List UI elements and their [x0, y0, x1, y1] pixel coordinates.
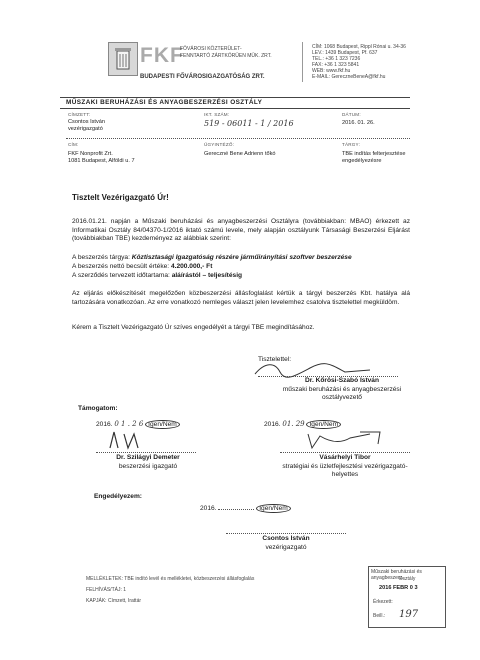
- salutation: Tisztelt Vezérigazgató Úr!: [72, 193, 169, 202]
- subject-value: Köztisztasági Igazgatóság részére járműirányítási szoftver beszerzése: [131, 254, 352, 261]
- trash-bin-icon: [109, 43, 137, 75]
- address-line: WEB: www.fkf.hu: [312, 68, 351, 74]
- right-signer-name: Vásárhelyi Tibor: [319, 454, 371, 461]
- szilagyi-block: [88, 454, 208, 471]
- datum-label: DÁTUM:: [342, 112, 361, 117]
- stamp-beill: Beill.:: [373, 613, 386, 619]
- signer-title-1: műszaki beruházási és anyagbeszerzési: [282, 385, 402, 393]
- date-c-line: [200, 505, 291, 514]
- subject-line: [72, 254, 410, 263]
- vasarhelyi-block: [258, 454, 432, 480]
- address-block: [312, 44, 472, 80]
- igen-nem-c: Igen/Nem: [259, 505, 288, 512]
- paragraph-1: 2016.01.21. napján a Műszaki beruházási és anyagbeszerzési Osztályra (továbbiakban: MBAO) érkezett az Informatikai Osztály 84/04370-1/2016 iktató számú levele, mely alapján osztályunk Társasági Beszerzési Eljárást (továbbiakban TBE) kezdeményez az alábbiak szerint:: [72, 218, 410, 243]
- footer-line: KAPJÁK: Címzett, Irattár: [86, 598, 142, 604]
- igen-circle-c: [256, 504, 291, 513]
- iktszam-label: IKT. SZÁM:: [204, 112, 230, 117]
- company-line-1: FŐVÁROSI KÖZTERÜLET-: [180, 46, 242, 52]
- signature-szilagyi: [100, 428, 170, 452]
- paragraph-3: Kérem a Tisztelt Vezérigazgató Úr szíves engedélyét a tárgyi TBE megindításához.: [72, 324, 315, 331]
- department-rule-top: [60, 97, 410, 98]
- igen-nem-a: Igen/Nem: [148, 421, 177, 428]
- stamp-line-1: Műszaki beruházási és anyagbeszerz.: [371, 569, 422, 581]
- subject-label: A beszerzés tárgya:: [72, 254, 132, 261]
- targy-label: TÁRGY:: [342, 142, 361, 147]
- address-line: TEL.: +36 1 323 7236: [312, 56, 361, 62]
- value-line: [72, 263, 410, 272]
- company-line-3: BUDAPESTI FŐVÁROSIGAZGATÓSÁG ZRT.: [140, 74, 265, 80]
- letterhead: [100, 38, 480, 100]
- department-rule-bottom: [60, 108, 410, 109]
- date-c-year: 2016.: [200, 505, 217, 512]
- duration-label: A szerződés tervezett időtartama:: [72, 272, 172, 279]
- left-signer-title: beszerzési igazgató: [118, 462, 178, 470]
- signature-line-szilagyi: [96, 452, 196, 453]
- date-a-hand: 0 1 . 2 6: [114, 420, 144, 428]
- left-signer-name: Dr. Szilágyi Demeter: [116, 454, 180, 461]
- company-line-2: FENNTARTÓ ZÁRTKÖRŰEN MŰK. ZRT.: [180, 53, 272, 59]
- igen-nem-b: Igen/Nem: [309, 421, 339, 428]
- value-label: A beszerzés nettó becsült értéke:: [72, 263, 171, 270]
- ceo-block: [226, 535, 346, 552]
- stamp-line-2: Osztály: [398, 576, 416, 582]
- cimzett-label: CÍMZETT:: [68, 112, 91, 117]
- datum-value: 2016. 01. 26.: [342, 120, 375, 126]
- paragraph-2: Az eljárás előkészítését megelőzően közbeszerzési állásfoglalást kértük a tárgyi beszerzés Kbt. hatálya alá tartozására vonatkozóan. Az erre vonatkozó nemleges választ jelen levelemhez csatolva tisztelettel megküldöm.: [72, 290, 410, 306]
- closing: Tisztelettel:: [258, 356, 292, 363]
- ceo-name: Csontos István: [262, 535, 310, 542]
- date-a-year: 2016.: [96, 421, 113, 428]
- ceo-title: vezérigazgató: [265, 543, 307, 551]
- meta-divider: [66, 138, 410, 139]
- tamogatom-label: Támogatom:: [78, 405, 118, 412]
- department-title: MŰSZAKI BERUHÁZÁSI ÉS ANYAGBESZERZÉSI OSZTÁLY: [66, 99, 263, 106]
- fkf-logo: [108, 42, 138, 76]
- duration-line: [72, 272, 410, 281]
- right-signer-title-1: stratégiai és üzletfejlesztési vezérigazgató-: [282, 462, 408, 470]
- address-line: E-MAIL: GereczneBeneA@fkf.hu: [312, 74, 386, 80]
- signature-vasarhelyi: [300, 428, 400, 452]
- logo-text: FKF: [140, 44, 184, 67]
- letterhead-divider: [302, 42, 303, 82]
- signature-line-vasarhelyi: [280, 452, 410, 453]
- engedelyezem-label: Engedélyezem:: [94, 493, 143, 500]
- address-line: FAX: +36 1 323 5841: [312, 62, 360, 68]
- stamp-erkezett: Érkezett:: [373, 599, 393, 605]
- stamp-hand-number: 197: [399, 609, 419, 620]
- signer-title-2: osztályvezető: [322, 394, 362, 402]
- address-line: CÍM: 1068 Budapest, Rippl Rónai u. 34-36: [312, 44, 406, 50]
- footer: [86, 576, 366, 604]
- right-signer-title-2: helyettes: [331, 471, 359, 479]
- date-b-hand: 01. 29: [282, 420, 305, 428]
- date-b-year: 2016.: [264, 421, 281, 428]
- address-line: LEV.: 1439 Budapest, Pf. 637: [312, 50, 378, 56]
- duration-value: aláírástól – teljesítésig: [171, 272, 243, 279]
- ugyintezo-label: ÜGYINTÉZŐ:: [204, 142, 235, 147]
- cim-label: CÍM:: [68, 142, 79, 147]
- cimzett-value: Csontos István vezérigazgató: [68, 119, 105, 132]
- signer-block: [262, 377, 422, 403]
- value-value: 4.200.000,- Ft: [170, 263, 213, 270]
- signature-line-ceo: [226, 533, 346, 534]
- ugyintezo-value: Gereczné Bene Adrienn tőkó: [204, 151, 276, 157]
- targy-value: TBE indítás felterjesztése engedélyezésre: [342, 151, 406, 164]
- signer-name: Dr. Kőrösi-Szabó István: [304, 377, 379, 384]
- iktszam-value: 519 - 06011 - 1 / 2016: [204, 119, 294, 128]
- received-stamp: [368, 566, 446, 628]
- footer-line: MELLÉKLETEK: TBE indító levél és mellékletei, közbeszerzési állásfoglalás: [86, 576, 255, 582]
- cim-value: FKF Nonprofit Zrt. 1081 Budapest, Alföldi u. 7: [68, 151, 135, 164]
- stamp-date: 2016 FEBR 0 3: [379, 585, 418, 591]
- footer-line: FELHÍVÁS/TÁJ: 1: [86, 587, 127, 593]
